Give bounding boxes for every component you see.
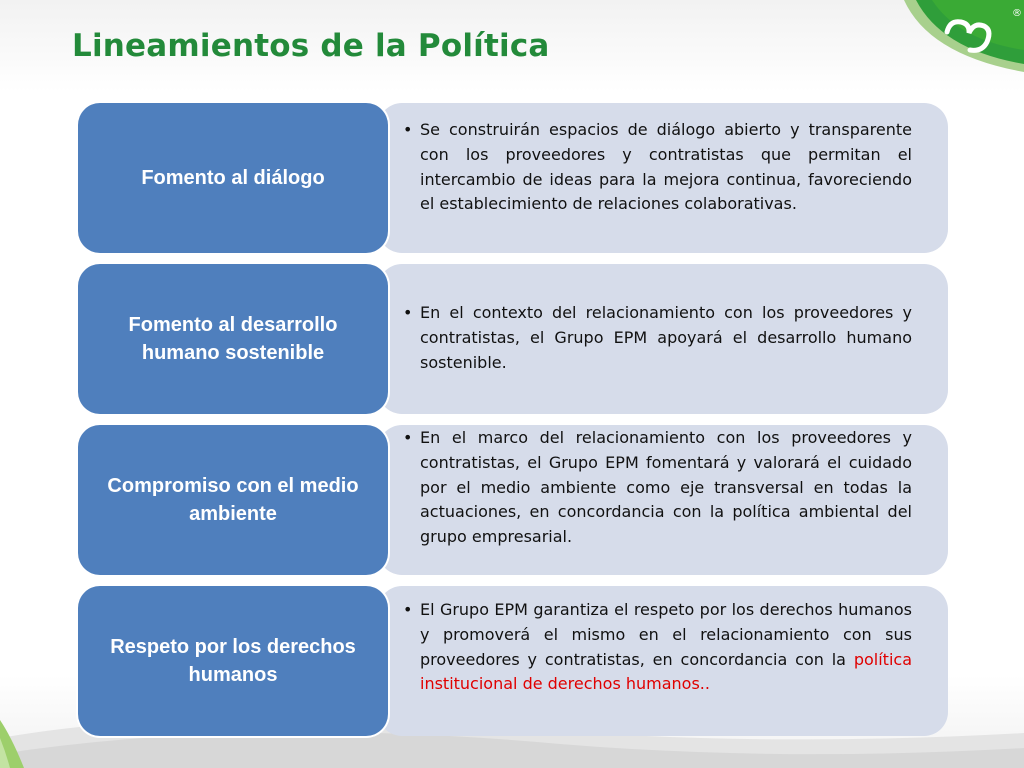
- guideline-label: Fomento al desarrollo humano sostenible: [128, 314, 338, 364]
- guideline-text-body: El Grupo EPM garantiza el respeto por los derechos humanos y promoverá el mismo en el relacionamiento con sus proveedores y contratistas, en concordancia con la: [420, 600, 912, 669]
- epm-logo-icon: [874, 0, 1024, 80]
- guideline-label: Compromiso con el medio ambiente: [107, 475, 359, 525]
- guideline-row-medio-ambiente: [78, 425, 948, 575]
- guideline-label-box: [78, 586, 388, 736]
- guideline-text-body: Se construirán espacios de diálogo abierto y transparente con los proveedores y contratistas que permitan el intercambio de ideas para la mejora continua, favoreciendo el establecimiento de relaciones colaborativas.: [420, 120, 912, 214]
- guideline-label-box: [78, 103, 388, 253]
- guideline-text: [403, 118, 912, 217]
- bullet-icon: •: [403, 303, 413, 322]
- guideline-row-dialogo: [78, 103, 948, 253]
- policy-reference-text: política institucional de derechos humanos..: [420, 649, 912, 694]
- guideline-label: Respeto por los derechos humanos: [110, 636, 356, 686]
- guideline-text: [403, 301, 912, 375]
- guideline-label-box: [78, 425, 388, 575]
- bullet-icon: •: [403, 428, 413, 447]
- guideline-row-desarrollo-humano: [78, 264, 948, 414]
- guideline-label: Fomento al diálogo: [141, 167, 325, 189]
- guideline-text-body: En el contexto del relacionamiento con los proveedores y contratistas, el Grupo EPM apoyará el desarrollo humano sostenible.: [420, 303, 912, 372]
- bullet-icon: •: [403, 600, 413, 619]
- guideline-text: [403, 598, 912, 697]
- bullet-icon: •: [403, 120, 413, 139]
- guideline-label-box: [78, 264, 388, 414]
- page-title: Lineamientos de la Política: [72, 28, 550, 64]
- guideline-text-body: En el marco del relacionamiento con los proveedores y contratistas, el Grupo EPM fomentará y valorará el cuidado por el medio ambiente como eje transversal en todas la actuaciones, en concordancia con la política ambiental del grupo empresarial.: [420, 428, 912, 547]
- guideline-row-derechos-humanos: [78, 586, 948, 736]
- guideline-text: [403, 426, 912, 550]
- svg-text:®: ®: [1012, 8, 1022, 19]
